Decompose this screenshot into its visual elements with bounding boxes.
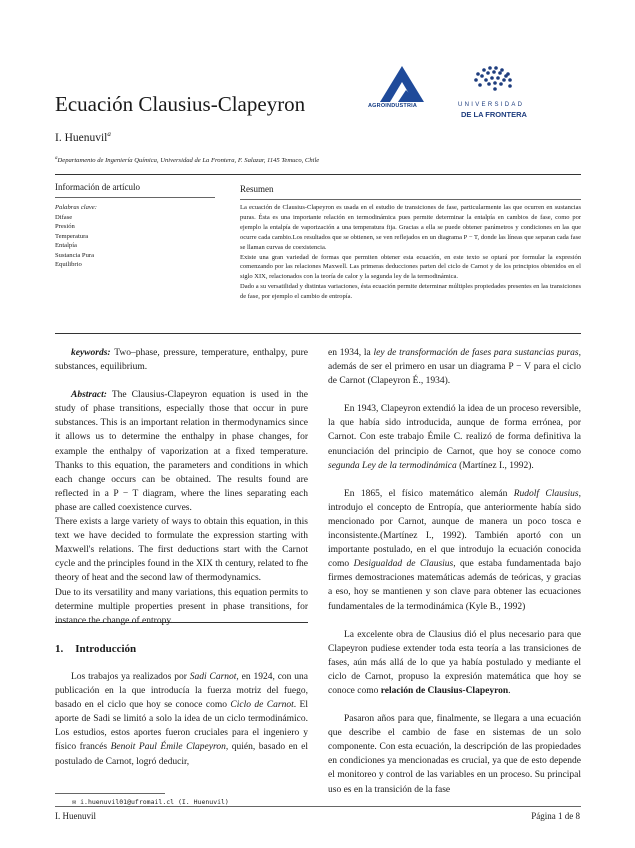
author-line bbox=[55, 130, 111, 144]
section-heading bbox=[55, 643, 136, 655]
resumen-paragraph: Dado a su versatilidad y distintas variaciones, ésta ecuación permite determinar múltiples propiedades presentes en las transiciones de fase, por ejemplo el cambio de entropía. bbox=[240, 283, 581, 301]
keyword-item: Sustancia Pura bbox=[55, 251, 95, 259]
keywords-label: Palabras clave: bbox=[55, 204, 97, 211]
body-paragraph: Pasaron años para que, finalmente, se llegara a una ecuación que describe el cambio de fase en sistemas de un solo componente. Con esta ecuación, la descripción de las propiedades en condiciones ya mencionadas es crucial, ya que de esto depende el monitoreo y control de las variables en un proceso. Su principal uso es en la transición de la fase bbox=[328, 714, 581, 795]
body-paragraph: La excelente obra de Clausius dió el plus necesario para que Clapeyron pudiese extender toda esta teoría a las transiciones de fases, aún más allá de lo que ya había postulado y mediante el ciclo de Carnot, propuso la expresión matemática que hoy se conoce como relación de Clausius-Clapeyron. bbox=[328, 629, 581, 696]
body-paragraph: en 1934, la ley de transformación de fases para sustancias puras, además de ser el primero en usar un diagrama P − V para el ciclo de Carnot (Clapeyron É., 1934). bbox=[328, 348, 581, 387]
ufro-logo-text-top: UNIVERSIDAD bbox=[458, 102, 525, 108]
affiliation-sup: a bbox=[55, 156, 58, 161]
body-paragraph: En 1865, el físico matemático alemán Rudolf Clausius, introdujo el concepto de Entropía, que anteriormente había sido mencionado por Carnot, aunque de manera un poco tosca e inconsistente.(Martínez I., 1992). También aportó con un importante postulado, en el que introdujo la ecuación conocida como Desigualdad de Clausius, que estaba fundamentada bajo firmes demostraciones matemáticas además de teóricas, y gracias a eso, hoy se mantienen y son clave para obtener las ecuaciones fundamentales de la termodinámica (Kyle B., 1992) bbox=[328, 488, 582, 612]
keyword-item: Equilibrio bbox=[55, 261, 82, 268]
english-keywords-text: Two–phase, pressure, temperature, enthalpy, pure substances, equilibrium. bbox=[55, 348, 308, 373]
abstract-paragraph: Abstract: The Clausius-Clapeyron equation is used in the study of phase transitions, especially those that occur in pure substances. This is an important relation in thermodynamics since it allows us to determine the enthalpy in phase changes, for example the enthalpy of vaporization at a fixed temperature. Thanks to this equation, the parameters and conditions in which each change occurs can be obtained. The results found are reflected in a P − T diagram, where the lines separating each phase are called coexistence curves. bbox=[55, 390, 308, 513]
body-paragraph: En 1943, Clapeyron extendió la idea de un proceso reversible, la que había sido introducida, aunque de forma errónea, por Carnot. Con este trabajo Émile C. realizó de forma definitiva la enunciación del principio de Carnot, que hoy se conoce como segunda Ley de la termodinámica (Martínez I., 1992). bbox=[328, 404, 581, 471]
section-title: Introducción bbox=[75, 643, 137, 655]
abstract-rule bbox=[55, 622, 308, 623]
abstract-paragraph: There exists a large variety of ways to obtain this equation, in this text we have decided to formulate the expression starting with Maxwell's relations. The first deductions start with the Carnot cycle and the principles found in the XIX th century, related to fhe theory of heat and the second law of thermodynamics. bbox=[55, 517, 308, 584]
footer-author: I. Huenuvil bbox=[55, 811, 96, 821]
header-rule-top bbox=[55, 174, 581, 175]
affiliation bbox=[55, 156, 319, 164]
right-column bbox=[328, 346, 581, 797]
affiliation-text: Departamento de Ingeniería Química, Universidad de La Frontera, F. Salazar, 1145 Temuco, Chile bbox=[57, 157, 320, 165]
info-rule bbox=[55, 197, 215, 198]
footnote-email[interactable]: i.huenuvil01@ufromail.cl (I. Huenuvil) bbox=[80, 798, 229, 806]
intro-paragraph: Los trabajos ya realizados por Sadi Carnot, en 1924, con una publicación en la que introducía la fuerza motriz del fuego, basado en el ciclo que hoy se conoce como Ciclo de Carnot. El aporte de Sadi se limitó a solo la idea de un ciclo termodinámico. Los estudios, estos aportes fueron cruciales para el ingeniero y físico francés Benoit Paul Émile Clapeyron, quién, basado en el postulado de Carnot, logró deducir, bbox=[55, 672, 309, 767]
keyword-list bbox=[55, 203, 97, 270]
resumen-paragraph: La ecuación de Clausius-Clapeyron es usada en el estudio de transiciones de fase, particularmente las que ocurren en sustancias puras. Ésta es una importante relación en termodinámica pues permite determinar la entalpía en cambios de fase, como por ejemplo la entalpía de vaporización a una temperatura fija. Gracias a ella se puede obtener parámetros y condiciones en las que ocurre cada cambio.Los resultados que se obtienen, se ven reflejados en un diagrama P − T, donde las líneas que separan cada fase se llaman curvas de coexistencia. bbox=[240, 204, 581, 251]
resumen-body bbox=[240, 203, 581, 302]
footer-rule bbox=[55, 806, 581, 807]
english-keywords bbox=[55, 346, 308, 374]
agroindustria-logo-text: AGROINDUSTRIA bbox=[368, 103, 418, 109]
keyword-item: Temperatura bbox=[55, 232, 89, 240]
abstract-paragraph: Due to its versatility and many variations, this equation permits to determine multiple properties present in phase transitions, for instance the change of entropy. bbox=[55, 587, 308, 626]
left-column bbox=[55, 346, 308, 628]
english-keywords-label: keywords: bbox=[71, 348, 111, 358]
resumen-paragraph: Existe una gran variedad de formas que permiten obtener esta ecuación, en este texto se optará por formular la expresión comenzando por las relaciones Maxwell. Las primeras deducciones parten del ciclo de Carnot y de los principios obtenidos en el siglo XIX, relacionados con la teoría de calor y la segunda ley de la termodinámica. bbox=[240, 253, 581, 281]
keyword-item: Difase bbox=[55, 213, 73, 221]
footnote-rule bbox=[55, 793, 165, 794]
ufro-logo-text-bottom: DE LA FRONTERA bbox=[461, 110, 527, 119]
resumen-rule bbox=[240, 199, 581, 200]
author-name: I. Huenuvil bbox=[55, 131, 108, 144]
resumen-heading: Resumen bbox=[240, 184, 274, 194]
keyword-item: Presión bbox=[55, 223, 75, 230]
email-icon: ✉ bbox=[72, 798, 77, 806]
author-sup: a bbox=[107, 130, 111, 138]
page-number: Página 1 de 8 bbox=[531, 811, 580, 821]
section-number: 1. bbox=[55, 643, 64, 655]
header-rule-bottom bbox=[55, 333, 581, 334]
keyword-item: Entalpía bbox=[55, 242, 77, 249]
paper-title: Ecuación Clausius-Clapeyron bbox=[55, 92, 306, 116]
footnote bbox=[72, 798, 229, 806]
info-heading: Información de artículo bbox=[55, 182, 140, 192]
abstract-label: Abstract: bbox=[71, 390, 107, 401]
